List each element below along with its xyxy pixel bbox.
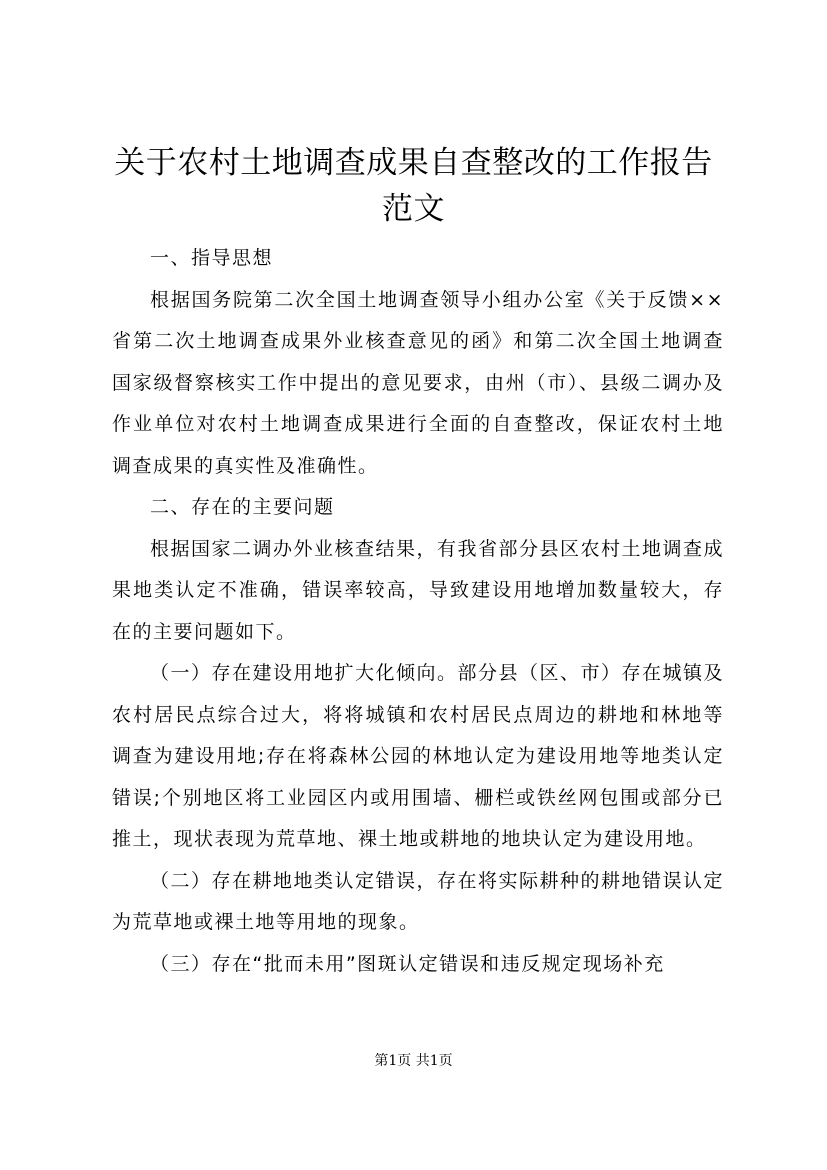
paragraph: （一）存在建设用地扩大化倾向。部分县（区、市）存在城镇及农村居民点综合过大，将将城镇和农村居民点周边的耕地和林地等调查为建设用地;存在将森林公园的林地认定为建设用地等地类认定错误;个别地区将工业园区内或用围墙、栅栏或铁丝网包围或部分已推土，现状表现为荒草地、裸土地或耕地的地块认定为建设用地。: [112, 662, 725, 850]
paragraph: 根据国家二调办外业核查结果，有我省部分县区农村土地调查成果地类认定不准确，错误率较高，导致建设用地增加数量较大，存在的主要问题如下。: [112, 537, 725, 643]
paragraph: （二）存在耕地地类认定错误，存在将实际耕种的耕地错误认定为荒草地或裸土地等用地的现象。: [112, 869, 725, 933]
paragraph: （三）存在“批而未用”图斑认定错误和违反规定现场补充: [150, 952, 665, 975]
paragraph: 根据国务院第二次全国土地调查领导小组办公室《关于反馈××省第二次土地调查成果外业核查意见的函》和第二次全国土地调查国家级督察核实工作中提出的意见要求，由州（市）、县级二调办及作业单位对农村土地调查成果进行全面的自查整改，保证农村土地调查成果的真实性及准确性。: [112, 288, 724, 477]
document-title: 关于农村土地调查成果自查整改的工作报告范文: [114, 145, 713, 227]
document-body: [112, 238, 724, 985]
section-heading: 二、存在的主要问题: [150, 496, 335, 518]
section-heading: 一、指导思想: [150, 247, 274, 269]
page-footer: 第1页 共1页: [374, 1053, 453, 1069]
